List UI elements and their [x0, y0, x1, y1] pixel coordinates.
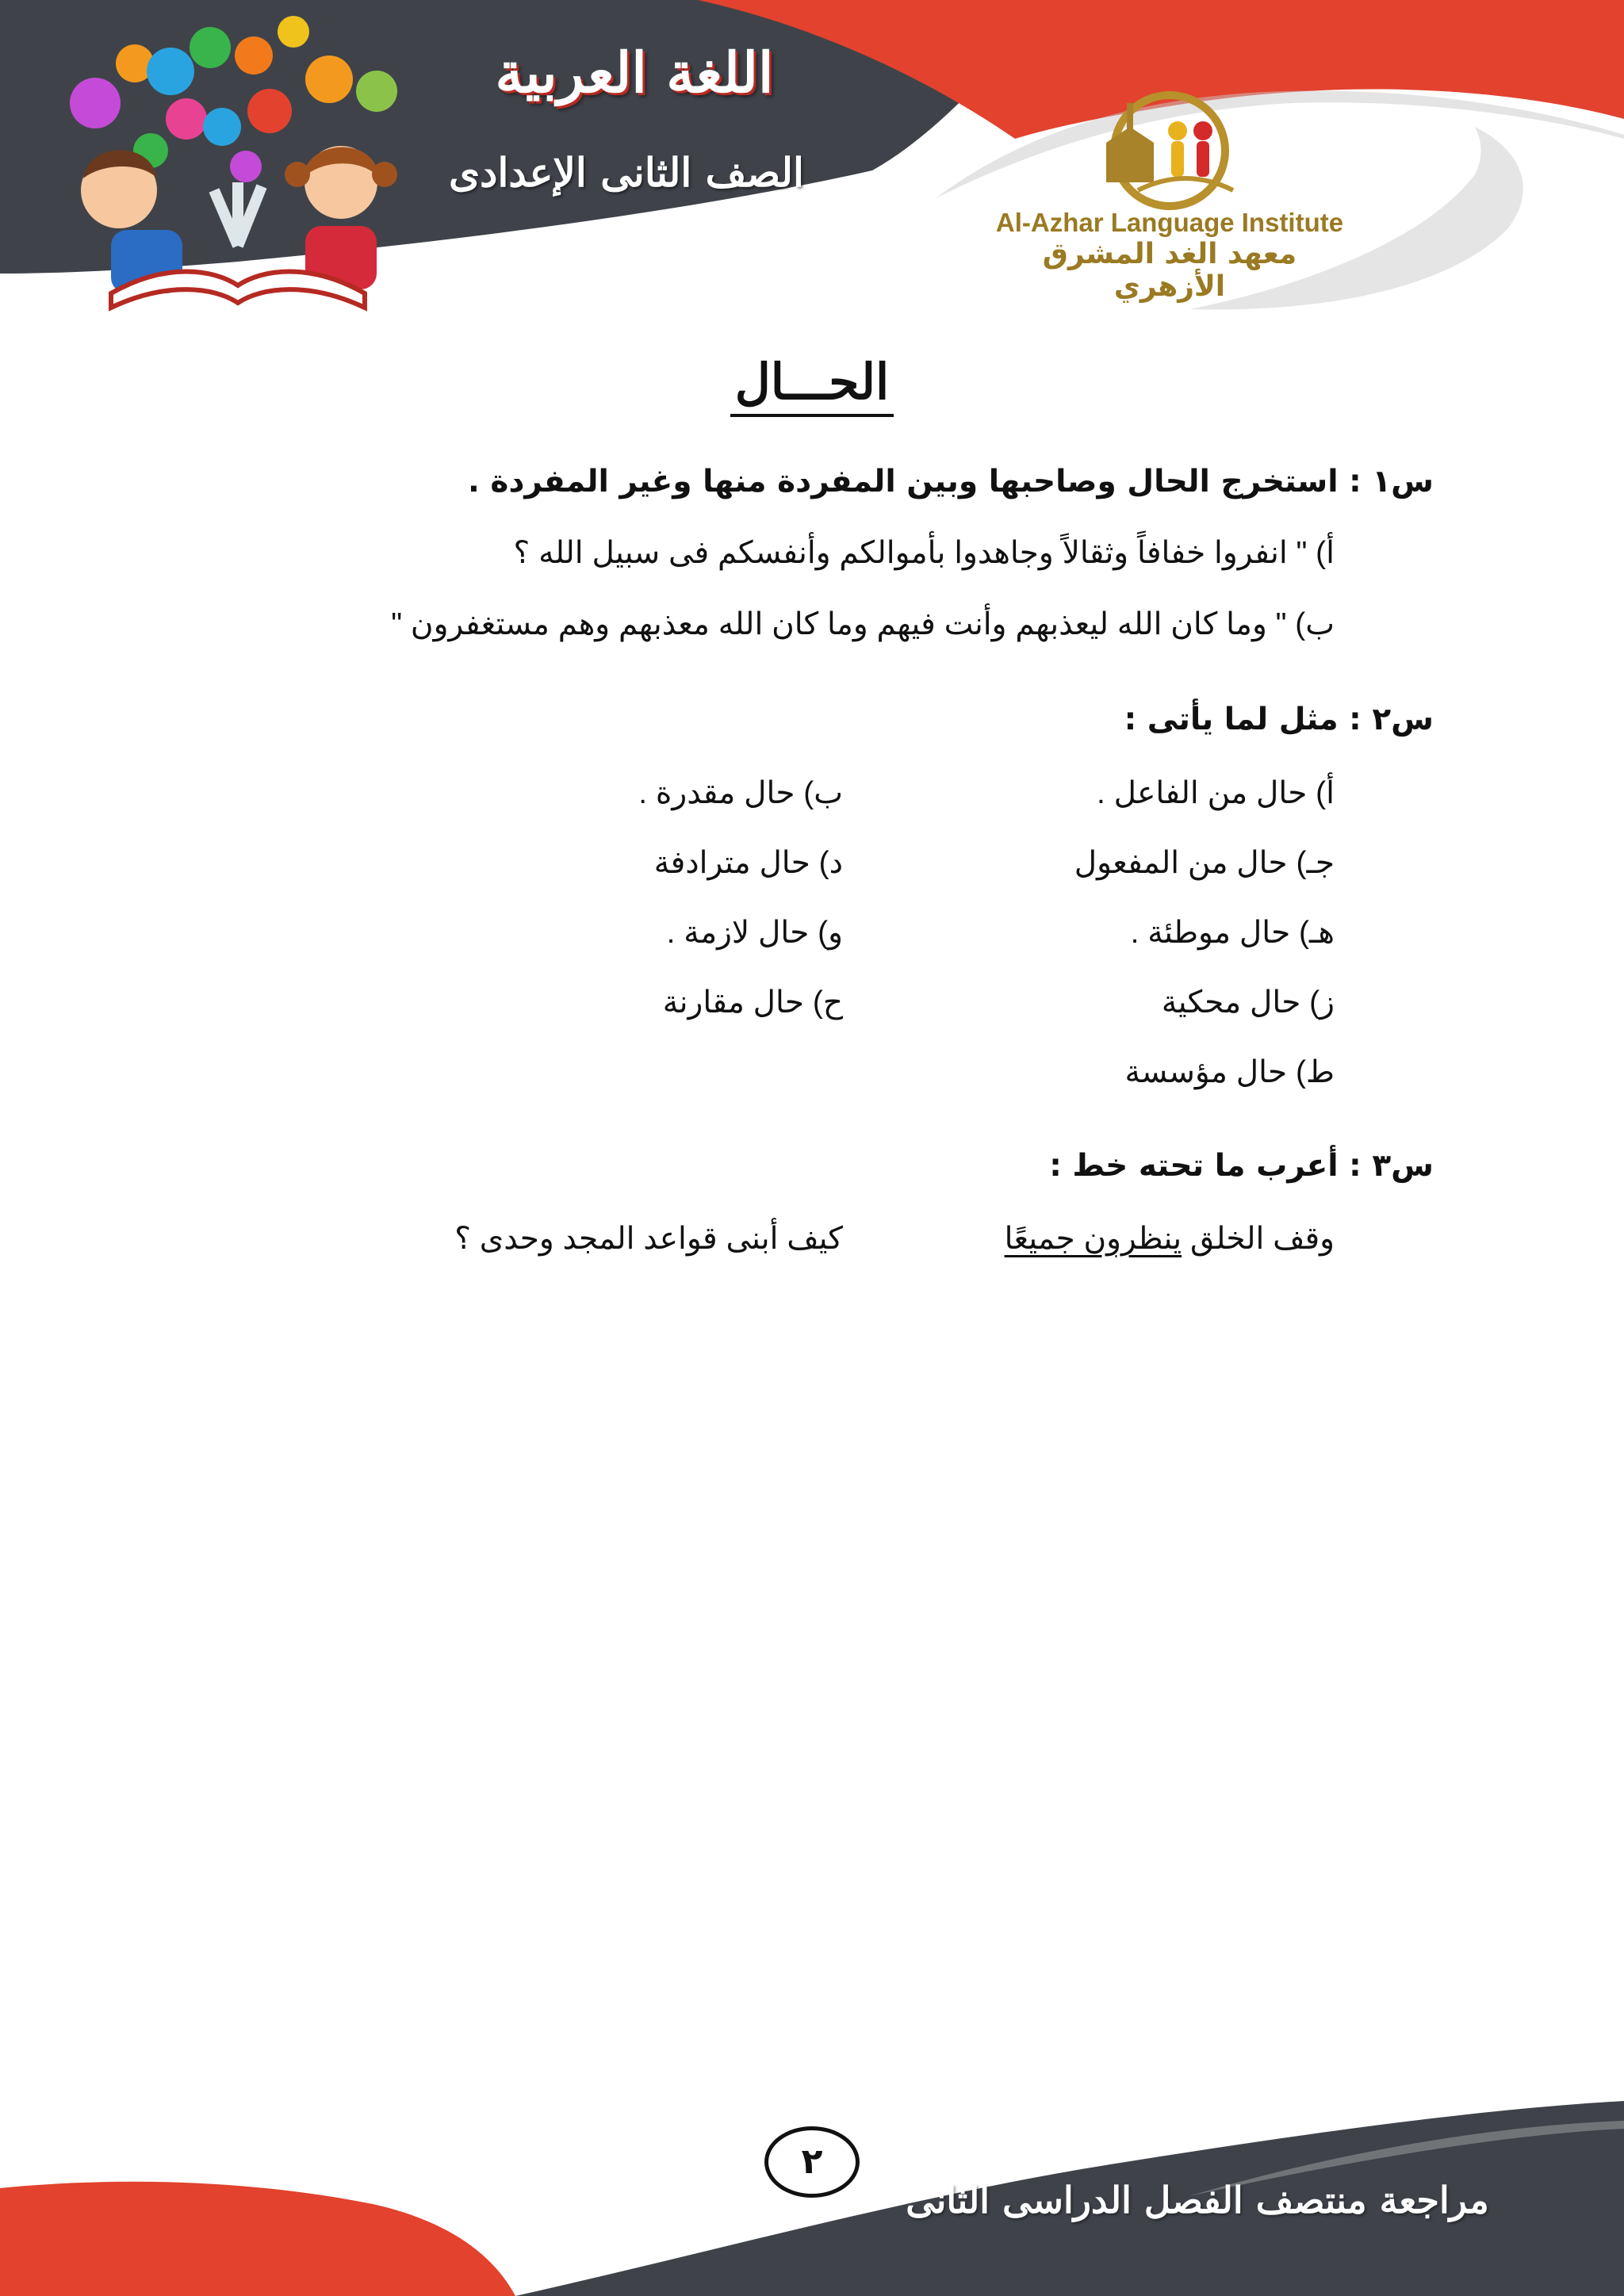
q1-item-a: أ) " انفروا خفافاً وثقالاً وجاهدوا بأموالكم وأنفسكم فى سبيل الله ؟: [513, 536, 1335, 570]
logo-arabic-text: معهد الغد المشرق الأزهري: [1042, 238, 1297, 303]
grade-title: الصف الثانى الإعدادى: [449, 149, 804, 196]
page-title-text: الحـــال: [730, 353, 894, 417]
q3-sentence-2: كيف أبنى قواعد المجد وحدى ؟: [454, 1222, 843, 1256]
kids-book-illustration: [8, 8, 452, 317]
q2-item: ط) حال مؤسسة: [1124, 1055, 1335, 1089]
q2-item: ب) حال مقدرة .: [638, 776, 843, 810]
page-number: ٢: [764, 2126, 860, 2198]
footer-text: مراجعة منتصف الفصل الدراسى الثانى: [906, 2179, 1489, 2221]
q2-item: ز) حال محكية: [1161, 985, 1335, 1020]
q2-item: د) حال مترادفة: [653, 846, 843, 880]
q2-item: جـ) حال من المفعول: [1074, 846, 1335, 880]
q2-item: أ) حال من الفاعل .: [1096, 776, 1335, 810]
q2-item: ح) حال مقارنة: [662, 985, 843, 1020]
q2-item: هـ) حال موطئة .: [1130, 916, 1335, 950]
girl-figure: [285, 146, 397, 289]
q3-sentence-1: [1005, 1221, 1335, 1257]
q1-item-b: ب) " وما كان الله ليعذبهم وأنت فيهم وما كان الله معذبهم وهم مستغفرون ": [391, 607, 1335, 641]
subject-title: اللغة العربية: [495, 40, 774, 105]
logo-english-text: Al-Azhar Language Institute: [995, 208, 1344, 237]
q2-item: و) حال لازمة .: [666, 916, 843, 950]
page-title: [653, 353, 971, 411]
q1-heading: س١ : استخرج الحال وصاحبها وبين المفردة منها وغير المفردة .: [467, 464, 1434, 499]
q3-heading: س٣ : أعرب ما تحته خط :: [1049, 1148, 1434, 1184]
q3-underlined-words: ينظرون جميعًا: [1004, 1222, 1182, 1256]
q3-sentence-1-plain: وقف الخلق: [1182, 1222, 1335, 1256]
q2-heading: س٢ : مثل لما يأتى :: [1124, 702, 1434, 737]
